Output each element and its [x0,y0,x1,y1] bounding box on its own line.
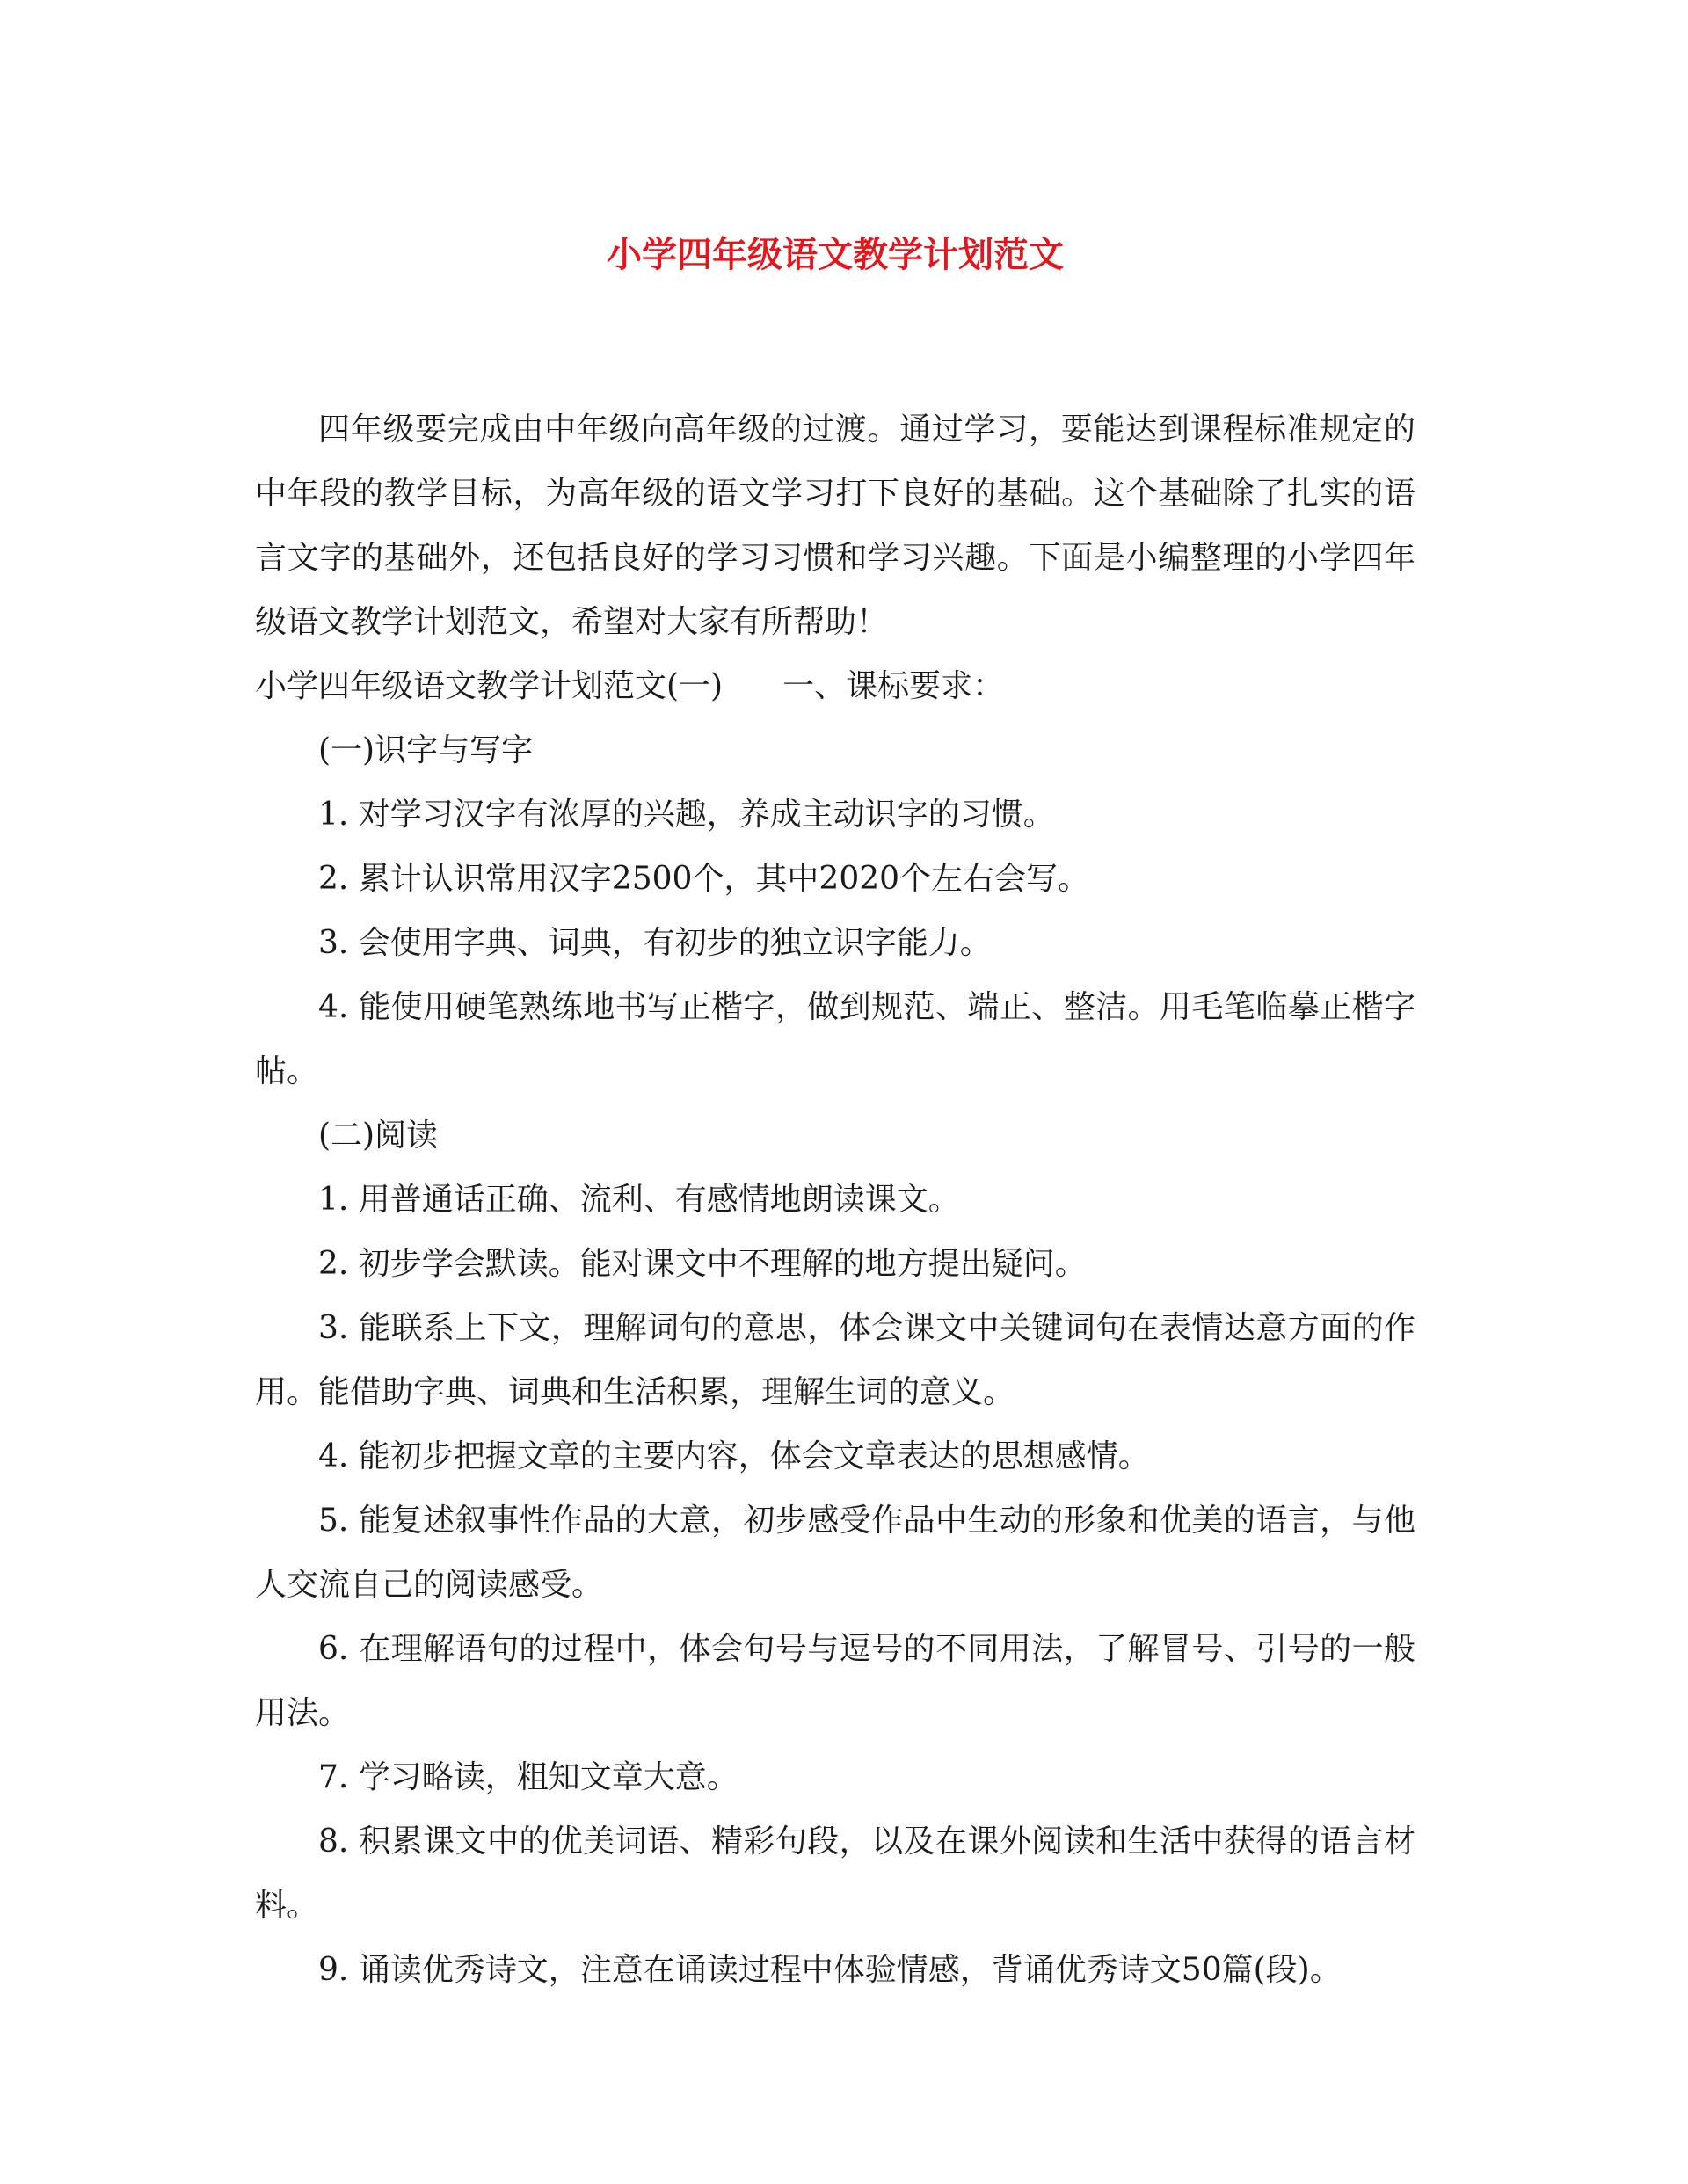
intro-paragraph: 四年级要完成由中年级向高年级的过渡。通过学习，要能达到课程标准规定的中年段的教学目标，为高年级的语文学习打下良好的基础。这个基础除了扎实的语言文字的基础外，还包括良好的学习习惯和学习兴趣。下面是小编整理的小学四年级语文教学计划范文，希望对大家有所帮助！ [255,411,1415,640]
list-item: 1. 对学习汉字有浓厚的兴趣，养成主动识字的习惯。 [318,797,1055,833]
document-title: 小学四年级语文教学计划范文 [607,234,1064,275]
list-item: 4. 能使用硬笔熟练地书写正楷字，做到规范、端正、整洁。用毛笔临摹正楷字帖。 [255,989,1415,1089]
subheading-literacy: (一)识字与写字 [318,732,534,768]
list-item: 8. 积累课文中的优美词语、精彩句段，以及在课外阅读和生活中获得的语言材料。 [255,1824,1415,1924]
list-item: 6. 在理解语句的过程中，体会句号与逗号的不同用法，了解冒号、引号的一般用法。 [255,1631,1415,1731]
document-page [255,229,1415,2002]
list-item: 2. 初步学会默读。能对课文中不理解的地方提出疑问。 [318,1246,1087,1282]
list-item: 3. 能联系上下文，理解词句的意思，体会课文中关键词句在表情达意方面的作用。能借助字典、词典和生活积累，理解生词的意义。 [255,1310,1415,1410]
subsection-title: 一、课标要求： [782,668,1005,704]
list-item: 9. 诵读优秀诗文，注意在诵读过程中体验情感，背诵优秀诗文50篇(段)。 [318,1952,1342,1988]
section-heading-line [255,654,1415,718]
list-item: 5. 能复述叙事性作品的大意，初步感受作品中生动的形象和优美的语言，与他人交流自己的阅读感受。 [255,1503,1415,1603]
list-item: 4. 能初步把握文章的主要内容，体会文章表达的思想感情。 [318,1438,1150,1474]
document-body [255,397,1415,2002]
list-item: 3. 会使用字典、词典，有初步的独立识字能力。 [318,925,992,961]
section-title: 小学四年级语文教学计划范文(一) [255,668,724,704]
list-item: 7. 学习略读，粗知文章大意。 [318,1759,738,1795]
list-item: 2. 累计认识常用汉字2500个，其中2020个左右会写。 [318,861,1090,897]
list-item: 1. 用普通话正确、流利、有感情地朗读课文。 [318,1182,960,1218]
subheading-reading: (二)阅读 [318,1117,439,1154]
